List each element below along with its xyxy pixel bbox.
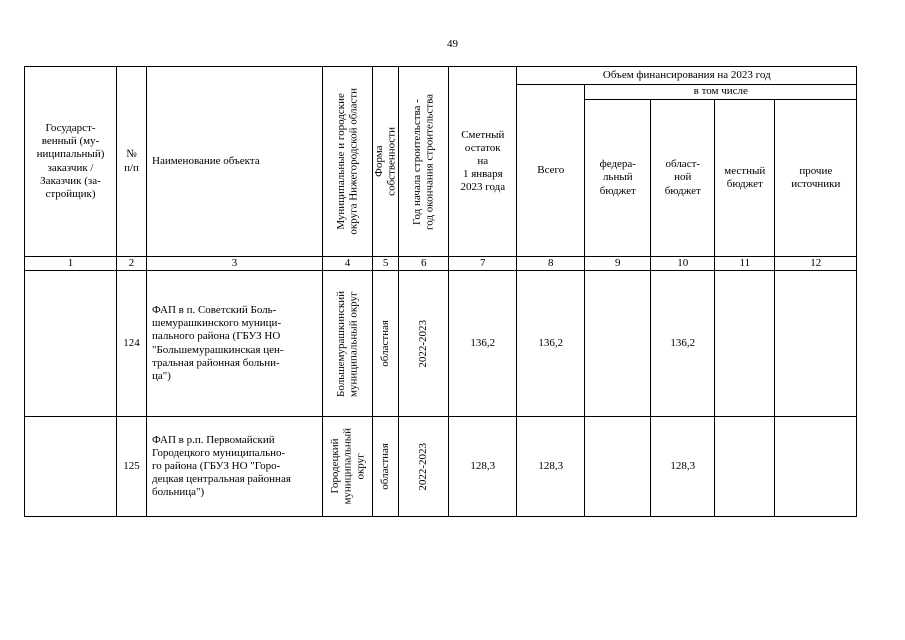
- header-row: [25, 67, 857, 85]
- header-district: [323, 67, 373, 257]
- column-number: 9: [585, 257, 651, 271]
- cell-district-text: Городецкий муниципальный округ: [328, 428, 366, 505]
- cell-customer: [25, 417, 117, 517]
- cell-row-number: 125: [117, 417, 147, 517]
- cell-district: [323, 271, 373, 417]
- cell-other: [775, 271, 857, 417]
- column-number: 1: [25, 257, 117, 271]
- header-ownership: [373, 67, 399, 257]
- cell-object-name: ФАП в п. Советский Боль- шемурашкинского муници- пального района (ГБУЗ НО "Большемурашкинская цен- тральная районная больни- ца"): [147, 271, 323, 417]
- header-funding-2023: Объем финансирования на 2023 год: [517, 67, 857, 85]
- cell-local: [715, 417, 775, 517]
- cell-federal: [585, 271, 651, 417]
- header-row-number: № п/п: [117, 67, 147, 257]
- cell-estimate-balance: 136,2: [449, 271, 517, 417]
- header-district-text: Муниципальные и городские округа Нижегородской области: [334, 88, 360, 235]
- header-total: Всего: [517, 85, 585, 257]
- cell-ownership: [373, 271, 399, 417]
- column-number: 5: [373, 257, 399, 271]
- cell-ownership: [373, 417, 399, 517]
- cell-years: [399, 271, 449, 417]
- cell-ownership-text: областная: [379, 443, 392, 490]
- table-row: [25, 417, 857, 517]
- cell-district-text: Большемурашкинский муниципальный округ: [334, 290, 360, 397]
- table-row: [25, 271, 857, 417]
- cell-years-text: 2022-2023: [417, 319, 430, 368]
- cell-customer: [25, 271, 117, 417]
- cell-federal: [585, 417, 651, 517]
- column-number: 8: [517, 257, 585, 271]
- page-number: 49: [447, 38, 458, 50]
- cell-total: 128,3: [517, 417, 585, 517]
- column-numbers-row: [25, 257, 857, 271]
- header-object-name: Наименование объекта: [147, 67, 323, 257]
- cell-local: [715, 271, 775, 417]
- header-other: прочие источники: [775, 100, 857, 257]
- cell-years-text: 2022-2023: [417, 442, 430, 491]
- column-number: 10: [651, 257, 715, 271]
- cell-regional: 136,2: [651, 271, 715, 417]
- header-federal: федера- льный бюджет: [585, 100, 651, 257]
- cell-other: [775, 417, 857, 517]
- cell-row-number: 124: [117, 271, 147, 417]
- header-local: местный бюджет: [715, 100, 775, 257]
- cell-ownership-text: областная: [379, 320, 392, 367]
- cell-estimate-balance: 128,3: [449, 417, 517, 517]
- header-ownership-text: Форма собственности: [373, 127, 398, 196]
- header-including: в том числе: [585, 85, 857, 100]
- header-years: [399, 67, 449, 257]
- column-number: 11: [715, 257, 775, 271]
- cell-district: [323, 417, 373, 517]
- column-number: 7: [449, 257, 517, 271]
- financing-table: [24, 66, 857, 517]
- header-estimate-balance: Сметный остаток на 1 января 2023 года: [449, 67, 517, 257]
- cell-regional: 128,3: [651, 417, 715, 517]
- column-number: 2: [117, 257, 147, 271]
- column-number: 3: [147, 257, 323, 271]
- cell-total: 136,2: [517, 271, 585, 417]
- column-number: 12: [775, 257, 857, 271]
- header-customer: Государст- венный (му- ниципальный) заказчик / Заказчик (за- стройщик): [25, 67, 117, 257]
- cell-years: [399, 417, 449, 517]
- header-years-text: Год начала строительства - год окончания строительства: [411, 93, 436, 230]
- cell-object-name: ФАП в р.п. Первомайский Городецкого муниципально- го района (ГБУЗ НО "Горо- децкая центральная районная больница"): [147, 417, 323, 517]
- column-number: 6: [399, 257, 449, 271]
- column-number: 4: [323, 257, 373, 271]
- header-regional: област- ной бюджет: [651, 100, 715, 257]
